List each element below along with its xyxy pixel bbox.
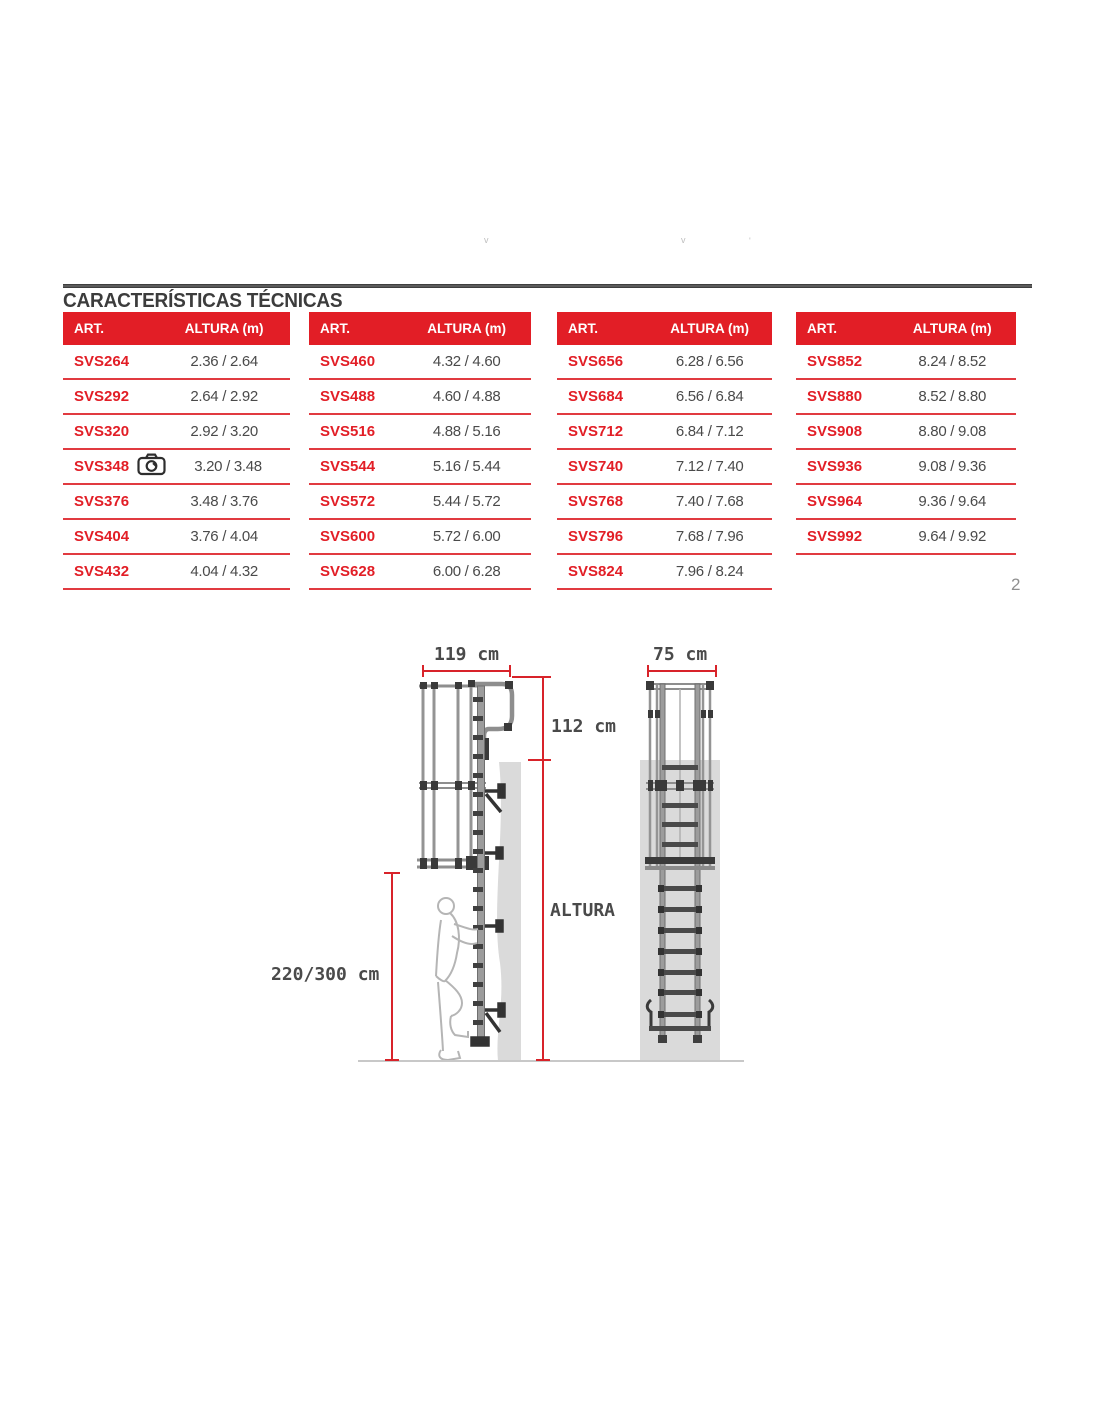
dim-width-front-label: 75 cm xyxy=(653,644,708,665)
article-code-text: SVS348 xyxy=(74,458,130,475)
article-code-text: SVS460 xyxy=(320,353,376,370)
article-code-text: SVS740 xyxy=(568,458,624,475)
altura-value: 3.76 / 4.04 xyxy=(190,528,258,545)
article-code-text: SVS432 xyxy=(74,563,130,580)
header-altura: ALTURA (m) xyxy=(670,321,750,336)
article-code-text: SVS768 xyxy=(568,493,624,510)
altura-value: 8.80 / 9.08 xyxy=(918,423,986,440)
article-code-text: SVS264 xyxy=(74,353,130,370)
header-altura: ALTURA (m) xyxy=(912,321,992,336)
article-code-text: SVS628 xyxy=(320,563,376,580)
altura-value: 6.56 / 6.84 xyxy=(675,388,744,405)
altura-value: 3.48 / 3.76 xyxy=(190,493,258,510)
article-code-text: SVS656 xyxy=(568,353,624,370)
altura-value: 9.36 / 9.64 xyxy=(918,493,986,510)
cage-rails-side xyxy=(423,683,471,866)
altura-value: 9.08 / 9.36 xyxy=(918,458,986,475)
altura-value: 4.32 / 4.60 xyxy=(432,353,501,370)
article-code-text: SVS796 xyxy=(568,528,624,545)
altura-value: 2.64 / 2.92 xyxy=(190,388,258,405)
altura-value: 6.00 / 6.28 xyxy=(432,563,501,580)
header-art: ART. xyxy=(320,321,350,336)
front-view xyxy=(640,681,720,1061)
cage-bottom-bar xyxy=(645,866,715,870)
altura-value: 3.20 / 3.48 xyxy=(194,458,262,475)
article-code-text: SVS404 xyxy=(74,528,130,545)
article-code-text: SVS908 xyxy=(807,423,863,440)
altura-value: 6.84 / 7.12 xyxy=(675,423,744,440)
altura-value: 7.96 / 8.24 xyxy=(675,563,744,580)
article-code-text: SVS516 xyxy=(320,423,376,440)
page-title: CARACTERÍSTICAS TÉCNICAS xyxy=(63,290,343,312)
stray-mark: v xyxy=(484,235,489,245)
article-code-text: SVS544 xyxy=(320,458,376,475)
header-art: ART. xyxy=(74,321,104,336)
article-code-text: SVS376 xyxy=(74,493,130,510)
side-view xyxy=(417,680,521,1061)
header-art: ART. xyxy=(807,321,837,336)
dim-exit-height-label: 112 cm xyxy=(551,716,617,737)
altura-value: 7.40 / 7.68 xyxy=(675,493,744,510)
article-code-text: SVS488 xyxy=(320,388,376,405)
altura-value: 4.60 / 4.88 xyxy=(432,388,501,405)
altura-value: 5.72 / 6.00 xyxy=(432,528,501,545)
altura-value: 7.12 / 7.40 xyxy=(675,458,744,475)
article-code-text: SVS824 xyxy=(568,563,624,580)
article-code-text: SVS600 xyxy=(320,528,376,545)
altura-value: 4.88 / 5.16 xyxy=(432,423,501,440)
article-code-text: SVS880 xyxy=(807,388,863,405)
article-code-text: SVS320 xyxy=(74,423,130,440)
article-code-text: SVS964 xyxy=(807,493,863,510)
altura-value: 8.24 / 8.52 xyxy=(918,353,986,370)
article-code-text: SVS684 xyxy=(568,388,624,405)
altura-value: 6.28 / 6.56 xyxy=(675,353,744,370)
climbing-person-figure xyxy=(436,898,478,1060)
article-code-text: SVS712 xyxy=(568,423,624,440)
altura-value: 7.68 / 7.96 xyxy=(675,528,744,545)
header-altura: ALTURA (m) xyxy=(184,321,264,336)
dim-width-side-label: 119 cm xyxy=(434,644,500,665)
dim-altura-label: ALTURA xyxy=(550,900,616,921)
article-code-text: SVS852 xyxy=(807,353,863,370)
stray-mark: ' xyxy=(749,236,751,246)
header-altura: ALTURA (m) xyxy=(427,321,506,336)
article-code-text: SVS992 xyxy=(807,528,863,545)
altura-value: 4.04 / 4.32 xyxy=(190,563,258,580)
article-code-text: SVS292 xyxy=(74,388,130,405)
altura-value: 5.44 / 5.72 xyxy=(432,493,501,510)
header-art: ART. xyxy=(568,321,598,336)
altura-value: 8.52 / 8.80 xyxy=(918,388,986,405)
stray-mark: v xyxy=(681,235,686,245)
page-number: 2 xyxy=(1011,575,1021,594)
article-code-text: SVS572 xyxy=(320,493,376,510)
altura-value: 2.36 / 2.64 xyxy=(190,353,258,370)
altura-value: 2.92 / 3.20 xyxy=(190,423,258,440)
dim-cage-start-label: 220/300 cm xyxy=(271,964,380,985)
altura-value: 5.16 / 5.44 xyxy=(432,458,501,475)
article-code-text: SVS936 xyxy=(807,458,863,475)
altura-value: 9.64 / 9.92 xyxy=(918,528,986,545)
